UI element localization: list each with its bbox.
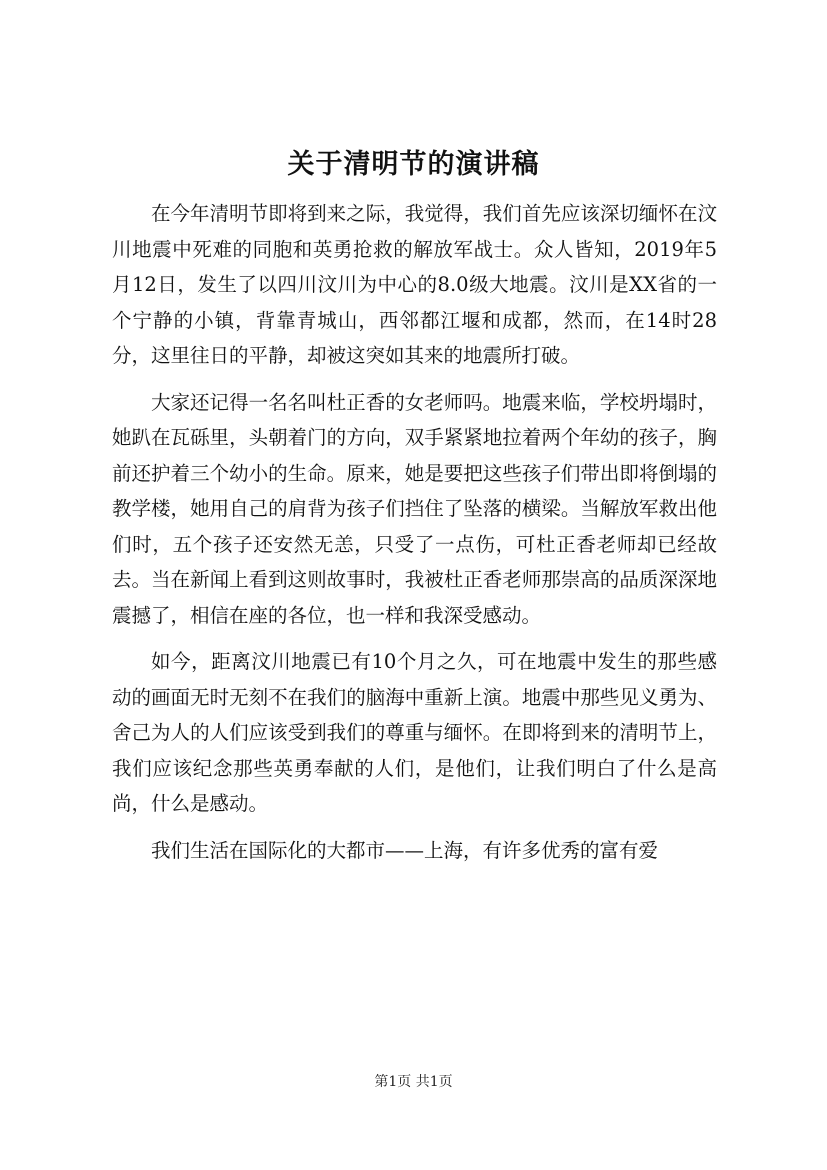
paragraph-2: 大家还记得一名名叫杜正香的女老师吗。地震来临，学校坍塌时，她趴在瓦砾里，头朝着门的方向，双手紧紧地拉着两个年幼的孩子，胸前还护着三个幼小的生命。原来，她是要把这些孩子们带出即将倒塌的教学楼，她用自己的肩背为孩子们挡住了坠落的横梁。当解放军救出他们时，五个孩子还安然无恙，只受了一点伤，可杜正香老师却已经故去。当在新闻上看到这则故事时，我被杜正香老师那崇高的品质深深地震撼了，相信在座的各位，也一样和我深受感动。 [112, 390, 717, 627]
page-footer: 第1页 共1页 [374, 1074, 453, 1090]
document-title: 关于清明节的演讲稿 [287, 149, 540, 180]
paragraph-1: 在今年清明节即将到来之际，我觉得，我们首先应该深切缅怀在汶川地震中死难的同胞和英勇抢救的解放军战士。众人皆知，2019年5月12日，发生了以四川汶川为中心的8.0级大地震。汶川是XX省的一个宁静的小镇，背靠青城山，西邻都江堰和成都，然而，在14时28分，这里往日的平静，却被这突如其来的地震所打破。 [112, 202, 717, 367]
paragraph-3: 如今，距离汶川地震已有10个月之久，可在地震中发生的那些感动的画面无时无刻不在我们的脑海中重新上演。地震中那些见义勇为、舍己为人的人们应该受到我们的尊重与缅怀。在即将到来的清明节上，我们应该纪念那些英勇奉献的人们，是他们，让我们明白了什么是高尚，什么是感动。 [112, 650, 717, 815]
paragraph-4: 我们生活在国际化的大都市——上海，有许多优秀的富有爱 [151, 838, 659, 862]
document-body [112, 196, 717, 879]
